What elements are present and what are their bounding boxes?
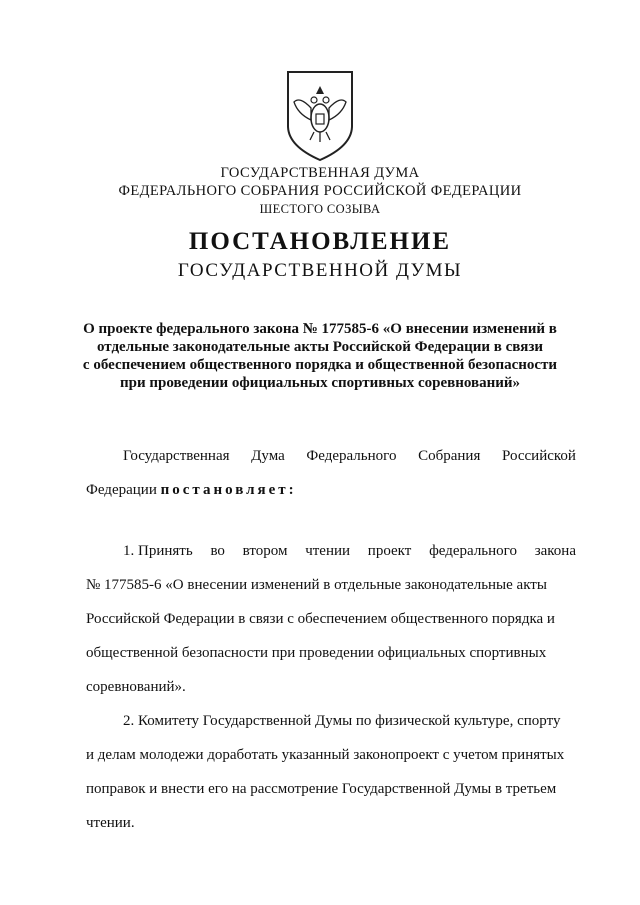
- item1-line3: Российской Федерации в связи с обеспечением общественного порядка и: [86, 611, 555, 627]
- preamble-word: Российской: [502, 448, 576, 464]
- subject-line: отдельные законодательные акты Российской Федерации в связи: [96, 339, 543, 355]
- preamble-line1: [123, 446, 576, 466]
- preamble-word: Федерального: [306, 448, 397, 464]
- item1-word: втором: [242, 543, 288, 559]
- item1-word: федерального: [429, 543, 517, 559]
- subject-line: с обеспечением общественного порядка и общественной безопасности: [82, 357, 558, 373]
- item1-line4: общественной безопасности при проведении официальных спортивных: [86, 645, 547, 661]
- org-convocation: ШЕСТОГО СОЗЫВА: [259, 202, 381, 216]
- item1-word: закона: [534, 543, 576, 559]
- item1-line1: [123, 541, 576, 561]
- item2-line4: чтении.: [86, 815, 135, 831]
- document-title: ПОСТАНОВЛЕНИЕ: [188, 228, 452, 255]
- preamble-line2: [86, 480, 576, 500]
- org-name-line1: ГОСУДАРСТВЕННАЯ ДУМА: [220, 165, 420, 181]
- preamble-resolves: постановляет:: [160, 482, 297, 498]
- coat-of-arms-emblem: [284, 68, 356, 162]
- item2-line2: и делам молодежи доработать указанный законопроект с учетом принятых: [86, 747, 565, 763]
- subject-heading: [60, 320, 580, 392]
- preamble-word: Государственная: [123, 448, 230, 464]
- preamble-text: Федерации: [86, 482, 161, 498]
- subject-line: при проведении официальных спортивных соревнований»: [119, 375, 521, 391]
- item1-word: проект: [367, 543, 412, 559]
- item1-line2: № 177585-6 «О внесении изменений в отдельные законодательные акты: [86, 577, 547, 593]
- item1-word: чтении: [305, 543, 351, 559]
- subject-line: О проекте федерального закона № 177585-6 «О внесении изменений в: [83, 321, 557, 337]
- item1-word: во: [210, 543, 225, 559]
- org-name-line2: ФЕДЕРАЛЬНОГО СОБРАНИЯ РОССИЙСКОЙ ФЕДЕРАЦИИ: [118, 183, 522, 199]
- item1-word: 1. Принять: [123, 543, 193, 559]
- item2-line1: 2. Комитету Государственной Думы по физической культуре, спорту: [123, 713, 561, 729]
- item2-line3: поправок и внести его на рассмотрение Государственной Думы в третьем: [86, 781, 557, 797]
- preamble-word: Дума: [251, 448, 285, 464]
- document-subtitle: ГОСУДАРСТВЕННОЙ ДУМЫ: [177, 260, 463, 281]
- preamble-word: Собрания: [418, 448, 481, 464]
- item1-line5: соревнований».: [86, 679, 186, 695]
